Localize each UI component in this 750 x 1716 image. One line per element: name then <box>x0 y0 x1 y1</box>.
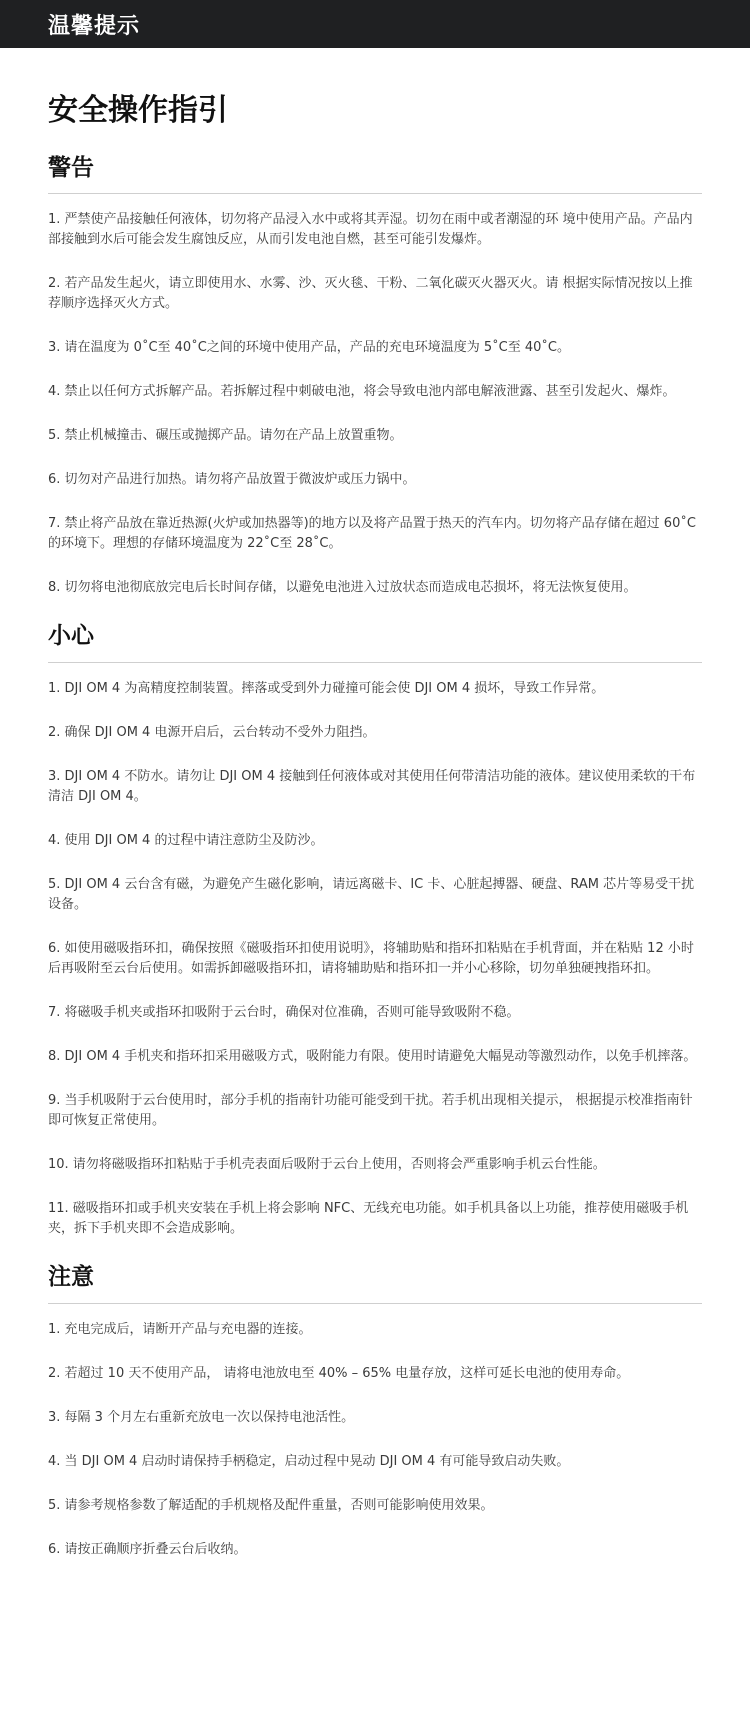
list-item: 4. 当 DJI OM 4 启动时请保持手柄稳定，启动过程中晃动 DJI OM 4 有可能导致启动失败。 <box>48 1454 570 1470</box>
section-notice <box>48 1263 702 1560</box>
list-item: 2. 确保 DJI OM 4 电源开启后，云台转动不受外力阻挡。 <box>48 725 376 741</box>
section-caution <box>48 622 702 1239</box>
list-item: 7. 禁止将产品放在靠近热源(火炉或加热器等)的地方以及将产品置于热天的汽车内。切勿将产品存储在超过 60˚C的环境下。理想的存储环境温度为 22˚C至 28˚C。 <box>48 516 696 552</box>
list-item: 4. 使用 DJI OM 4 的过程中请注意防尘及防沙。 <box>48 833 324 849</box>
list-item: 5. 禁止机械撞击、碾压或抛掷产品。请勿在产品上放置重物。 <box>48 428 403 444</box>
list-item: 3. DJI OM 4 不防水。请勿让 DJI OM 4 接触到任何液体或对其使用任何带清洁功能的液体。建议使用柔软的干布清洁 DJI OM 4。 <box>48 769 696 805</box>
list-item: 1. DJI OM 4 为高精度控制装置。摔落或受到外力碰撞可能会使 DJI OM 4 损坏，导致工作异常。 <box>48 681 605 697</box>
list-item: 3. 请在温度为 0˚C至 40˚C之间的环境中使用产品，产品的充电环境温度为 5˚C至 40˚C。 <box>48 340 570 356</box>
item-list <box>48 1304 702 1560</box>
sections-container <box>48 154 702 1561</box>
list-item: 5. 请参考规格参数了解适配的手机规格及配件重量，否则可能影响使用效果。 <box>48 1498 494 1514</box>
item-list <box>48 663 702 1239</box>
list-item: 2. 若超过 10 天不使用产品， 请将电池放电至 40% – 65% 电量存放，这样可延长电池的使用寿命。 <box>48 1366 630 1382</box>
page-title: 安全操作指引 <box>48 93 228 128</box>
list-item: 6. 如使用磁吸指环扣，确保按照《磁吸指环扣使用说明》，将辅助贴和指环扣粘贴在手机背面，并在粘贴 12 小时后再吸附至云台后使用。如需拆卸磁吸指环扣，请将辅助贴和指环扣一并小心移除，切勿单独硬拽指环扣。 <box>48 941 694 977</box>
list-item: 10. 请勿将磁吸指环扣粘贴于手机壳表面后吸附于云台上使用，否则将会严重影响手机云台性能。 <box>48 1157 606 1173</box>
section-title: 小心 <box>48 622 702 663</box>
list-item: 9. 当手机吸附于云台使用时，部分手机的指南针功能可能受到干扰。若手机出现相关提示， 根据提示校准指南针即可恢复正常使用。 <box>48 1093 693 1129</box>
list-item: 11. 磁吸指环扣或手机夹安装在手机上将会影响 NFC、无线充电功能。如手机具备以上功能，推荐使用磁吸手机夹，拆下手机夹即不会造成影响。 <box>48 1201 689 1237</box>
list-item: 1. 充电完成后，请断开产品与充电器的连接。 <box>48 1322 312 1338</box>
list-item: 6. 切勿对产品进行加热。请勿将产品放置于微波炉或压力锅中。 <box>48 472 416 488</box>
header-title: 温馨提示 <box>48 13 141 39</box>
list-item: 8. 切勿将电池彻底放完电后长时间存储，以避免电池进入过放状态而造成电芯损坏，将无法恢复使用。 <box>48 580 637 596</box>
list-item: 2. 若产品发生起火，请立即使用水、水雾、沙、灭火毯、干粉、二氧化碳灭火器灭火。请 根据实际情况按以上推荐顺序选择灭火方式。 <box>48 276 693 312</box>
list-item: 6. 请按正确顺序折叠云台后收纳。 <box>48 1542 247 1558</box>
list-item: 1. 严禁使产品接触任何液体，切勿将产品浸入水中或将其弄湿。切勿在雨中或者潮湿的环 境中使用产品。产品内部接触到水后可能会发生腐蚀反应，从而引发电池自燃，甚至可能引发爆炸。 <box>48 212 693 248</box>
section-title: 注意 <box>48 1263 702 1304</box>
list-item: 8. DJI OM 4 手机夹和指环扣采用磁吸方式，吸附能力有限。使用时请避免大幅晃动等激烈动作，以免手机摔落。 <box>48 1049 697 1065</box>
list-item: 5. DJI OM 4 云台含有磁，为避免产生磁化影响，请远离磁卡、IC 卡、心脏起搏器、硬盘、RAM 芯片等易受干扰设备。 <box>48 877 695 913</box>
list-item: 3. 每隔 3 个月左右重新充放电一次以保持电池活性。 <box>48 1410 355 1426</box>
main-content <box>0 48 750 1560</box>
header-bar <box>0 0 750 48</box>
item-list <box>48 194 702 598</box>
list-item: 4. 禁止以任何方式拆解产品。若拆解过程中刺破电池，将会导致电池内部电解液泄露、甚至引发起火、爆炸。 <box>48 384 676 400</box>
list-item: 7. 将磁吸手机夹或指环扣吸附于云台时，确保对位准确，否则可能导致吸附不稳。 <box>48 1005 520 1021</box>
section-warning <box>48 154 702 599</box>
section-title: 警告 <box>48 154 702 195</box>
